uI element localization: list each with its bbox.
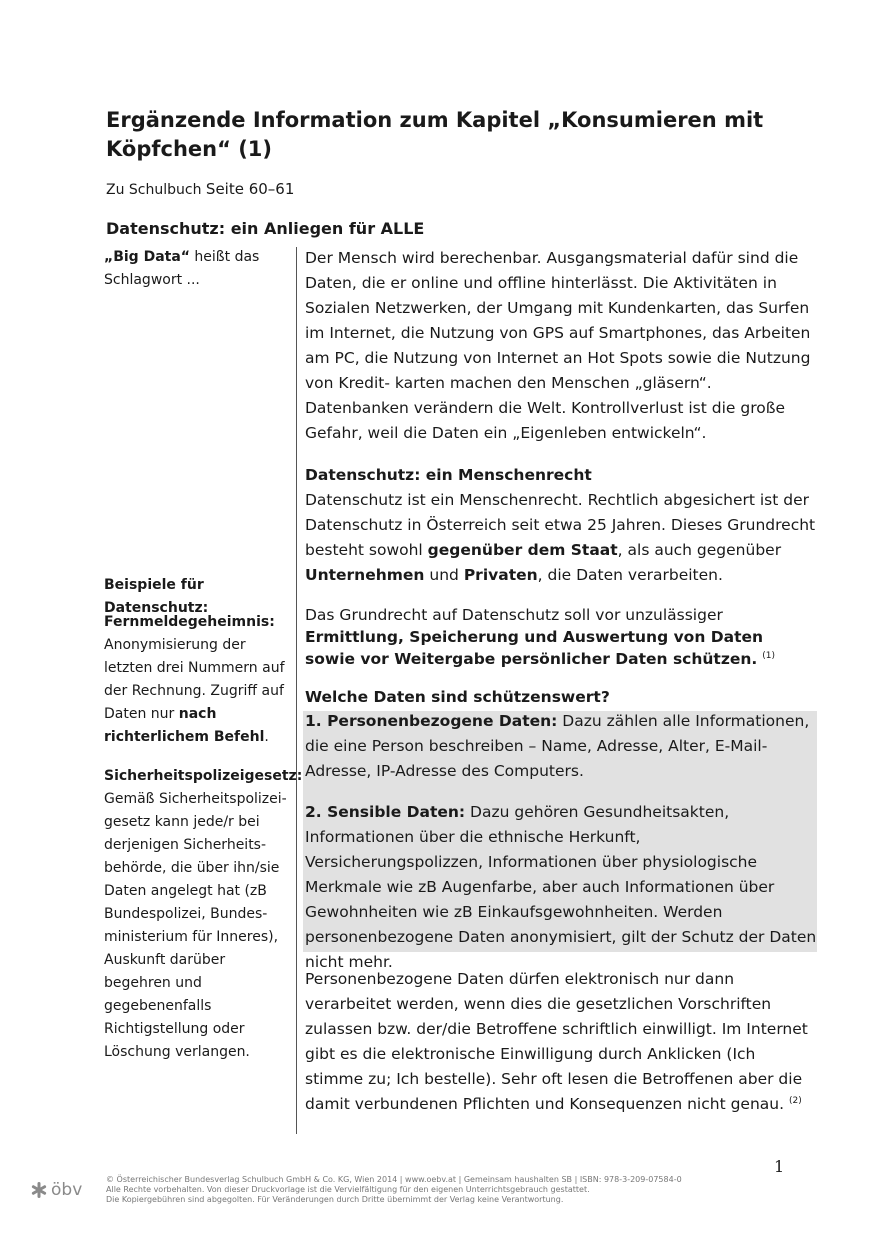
menschenrecht-t1: Datenschutz ist ein Menschenrecht. Rechtlich abgesichert ist der Datenschutz in Österreich seit etwa 25 Jahren. Dieses Grundrecht besteht sowohl (305, 491, 816, 559)
sicherheit-text: Gemäß Sicherheitspolizei- gesetz kann jede/r bei derjenigen Sicherheits- behörde, die über ihn/sie Daten angelegt hat (zB Bundespolizei, Bundes- ministerium für Inneres), Auskunft darüber begehren und gegebenenfalls Richtigstellung oder Löschung verlangen. (104, 791, 287, 1060)
personenbezogen-label: 1. Personenbezogene Daten: (305, 712, 558, 730)
grundrecht-paragraph (305, 604, 817, 670)
menschenrecht-block (305, 463, 817, 588)
column-divider (296, 247, 297, 1134)
page-number: 1 (774, 1157, 785, 1176)
fernmelde-bold: nach richterlichem Befehl (104, 706, 265, 745)
publisher-logo (30, 1180, 82, 1200)
sensible-label: 2. Sensible Daten: (305, 803, 466, 821)
fernmelde-text: Anonymisierung der letzten drei Nummern auf der Rechnung. Zugriff auf Daten nur (104, 637, 285, 722)
sensible-paragraph (305, 800, 817, 975)
bigdata-text: heißt das Schlagwort ... (104, 249, 260, 288)
footnote-1: (1) (762, 650, 775, 661)
star-icon (30, 1181, 48, 1199)
menschenrecht-b2: Unternehmen (305, 566, 425, 584)
menschenrecht-t4: , die Daten verarbeiten. (537, 566, 723, 584)
final-text: Personenbezogene Daten dürfen elektronisch nur dann verarbeitet werden, wenn dies die gesetzlichen Vorschriften zulassen bzw. der/die Betroffene schriftlich einwilligt. Im Internet gibt es die elektronische Einwilligung durch Anklicken (Ich stimme zu; Ich bestelle). Sehr oft lesen die Betroffenen aber die damit verbundenen Pflichten und Konsequenzen nicht genau. (305, 970, 808, 1113)
footer-line-1: © Österreichischer Bundesverlag Schulbuch GmbH & Co. KG, Wien 2014 | www.oebv.at | Gemeinsam haushalten SB | ISBN: 978-3-209-07584-0 (106, 1175, 682, 1184)
sidebar-bigdata (104, 246, 292, 292)
footer-line-3: Die Kopiergebühren sind abgegolten. Für Veränderungen durch Dritte übernimmt der Verlag keine Verantwortung. (106, 1195, 564, 1204)
menschenrecht-b3: Privaten (463, 566, 538, 584)
menschenrecht-heading: Datenschutz: ein Menschenrecht (305, 466, 592, 484)
intro-paragraph: Der Mensch wird berechenbar. Ausgangsmaterial dafür sind die Daten, die er online und offline hinterlässt. Die Aktivitäten in Sozialen Netzwerken, der Umgang mit Kundenkarten, das Surfen im Internet, die Nutzung von GPS auf Smartphones, das Arbeiten am PC, die Nutzung von Internet an Hot Spots sowie die Nutzung von Kredit- karten machen den Menschen „gläsern“. Datenbanken verändern die Welt. Kontrollverlust ist die große Gefahr, weil die Daten ein „Eigenleben entwickeln“. (305, 249, 811, 442)
page-title: Ergänzende Information zum Kapitel „Konsumieren mit Köpfchen“ (1) (106, 108, 764, 161)
sicherheit-heading: Sicherheitspolizeigesetz: (104, 768, 303, 784)
grundrecht-text: Das Grundrecht auf Datenschutz soll vor unzulässiger (305, 606, 723, 624)
subtitle-prefix: Zu Schulbuch (106, 182, 206, 198)
schuetzenswert-heading: Welche Daten sind schützenswert? (305, 688, 610, 706)
section-heading: Datenschutz: ein Anliegen für ALLE (106, 219, 425, 238)
sidebar-fernmelde (104, 611, 292, 749)
fernmelde-heading: Fernmeldegeheimnis: (104, 614, 275, 630)
footer-legal (106, 1175, 826, 1205)
footer-line-2: Alle Rechte vorbehalten. Von dieser Druckvorlage ist die Vervielfältigung für den eigenen Unterrichtsgebrauch gestattet. (106, 1185, 590, 1194)
personenbezogen-text: Dazu zählen alle Informationen, die eine Person beschreiben – Name, Adresse, Alter, E-Mail-Adresse, IP-Adresse des Computers. (305, 712, 810, 780)
grundrecht-bold: Ermittlung, Speicherung und Auswertung von Daten sowie vor Weitergabe persönlicher Daten schützen. (305, 628, 764, 668)
menschenrecht-t3: und (424, 566, 464, 584)
final-paragraph (305, 967, 817, 1117)
subtitle-pages: Seite 60–61 (205, 180, 295, 198)
sidebar-sicherheit (104, 765, 303, 1064)
bigdata-label: „Big Data“ (104, 249, 190, 265)
sensible-text: Dazu gehören Gesundheitsakten, Informationen über die ethnische Herkunft, Versicherungspolizzen, Informationen über physiologische Merkmale wie zB Augenfarbe, aber auch Informationen über Gewohnheiten wie zB Einkaufsgewohnheiten. Werden personenbezogene Daten anonymisiert, gilt der Schutz der Daten nicht mehr. (305, 803, 817, 971)
logo-text: öbv (51, 1180, 83, 1200)
subtitle (106, 180, 294, 198)
examples-heading: Beispiele für Datenschutz: (104, 577, 209, 616)
personenbezogen-paragraph (305, 709, 817, 784)
fernmelde-end: . (264, 729, 269, 745)
menschenrecht-b1: gegenüber dem Staat (427, 541, 618, 559)
footnote-2: (2) (788, 1095, 802, 1106)
menschenrecht-t2: , als auch gegenüber (617, 541, 782, 559)
